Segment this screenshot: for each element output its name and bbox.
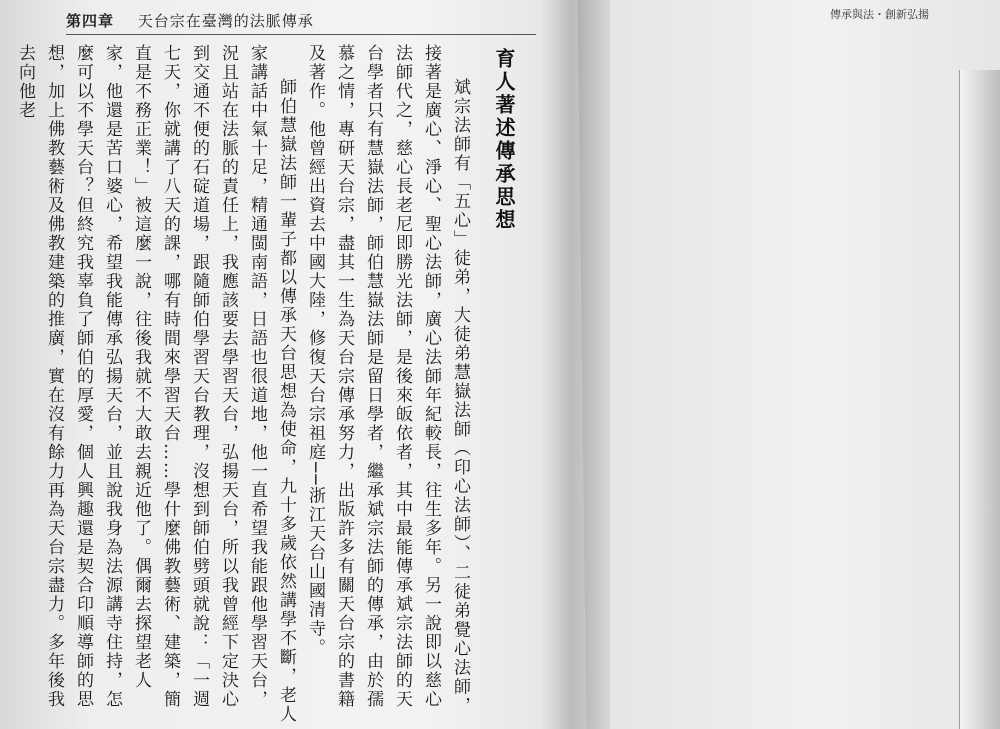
- running-header-left: [66, 10, 314, 31]
- chapter-title: 天台宗在臺灣的法脈傳承: [137, 12, 314, 30]
- section-title: 育人著述傳承思想: [492, 48, 516, 232]
- page-stack-edge: [959, 70, 1000, 729]
- running-header-right: 傳承與法・創新弘揚: [830, 8, 929, 21]
- chapter-number: 第四章: [66, 12, 115, 30]
- right-page: [560, 0, 1000, 729]
- paragraph: 師伯慧嶽法師一輩子都以傳承天台思想為使命，九十多歲依然講學不斷，老人家講話中氣十足，精通閩南語，日語也很道地，他一直希望我能跟他學習天台，況且站在法脈的責任上，我應該要去學習天台，弘揚天台，所以我曾經下定決心到交通不便的石碇道場，跟隨師伯學習天台教理，沒想到師伯劈頭就說：「一週七天，你就講了八天的課，哪有時間來學習天台……學什麼佛教藝術、建築，簡直是不務正業！」被這麼一說，往後我就不大敢去親近他了。偶爾去探望老人家，他還是苦口婆心，希望我能傳承弘揚天台，並且說我身為法源講寺住持，怎麼可以不學天台？但終究我辜負了師伯的厚愛，個人興趣還是契合印順導師的思想，加上佛教藝術及佛教建築的推廣，實在沒有餘力再為天台宗盡力。多年後我去向他老: [15, 44, 296, 724]
- header-rule: [66, 34, 536, 35]
- paragraph: 斌宗法師有「五心」徒弟，大徒弟慧嶽法師（印心法師）、二徒弟覺心法師，接著是廣心、淨心、聖心法師，廣心法師年紀較長，往生多年。另一說即以慈心法師代之，慈心長老尼即勝光法師，是後來皈依者，其中最能傳承斌宗法師的天台學者只有慧嶽法師，師伯慧嶽法師是留日學者，繼承斌宗法師的傳承，由於孺慕之情，專研天台宗，盡其一生為天台宗傳承努力，出版許多有關天台宗的書籍及著作。他曾經出資去中國大陸，修復天台宗祖庭──浙江天台山國清寺。: [305, 44, 470, 716]
- left-body-text: [15, 44, 474, 724]
